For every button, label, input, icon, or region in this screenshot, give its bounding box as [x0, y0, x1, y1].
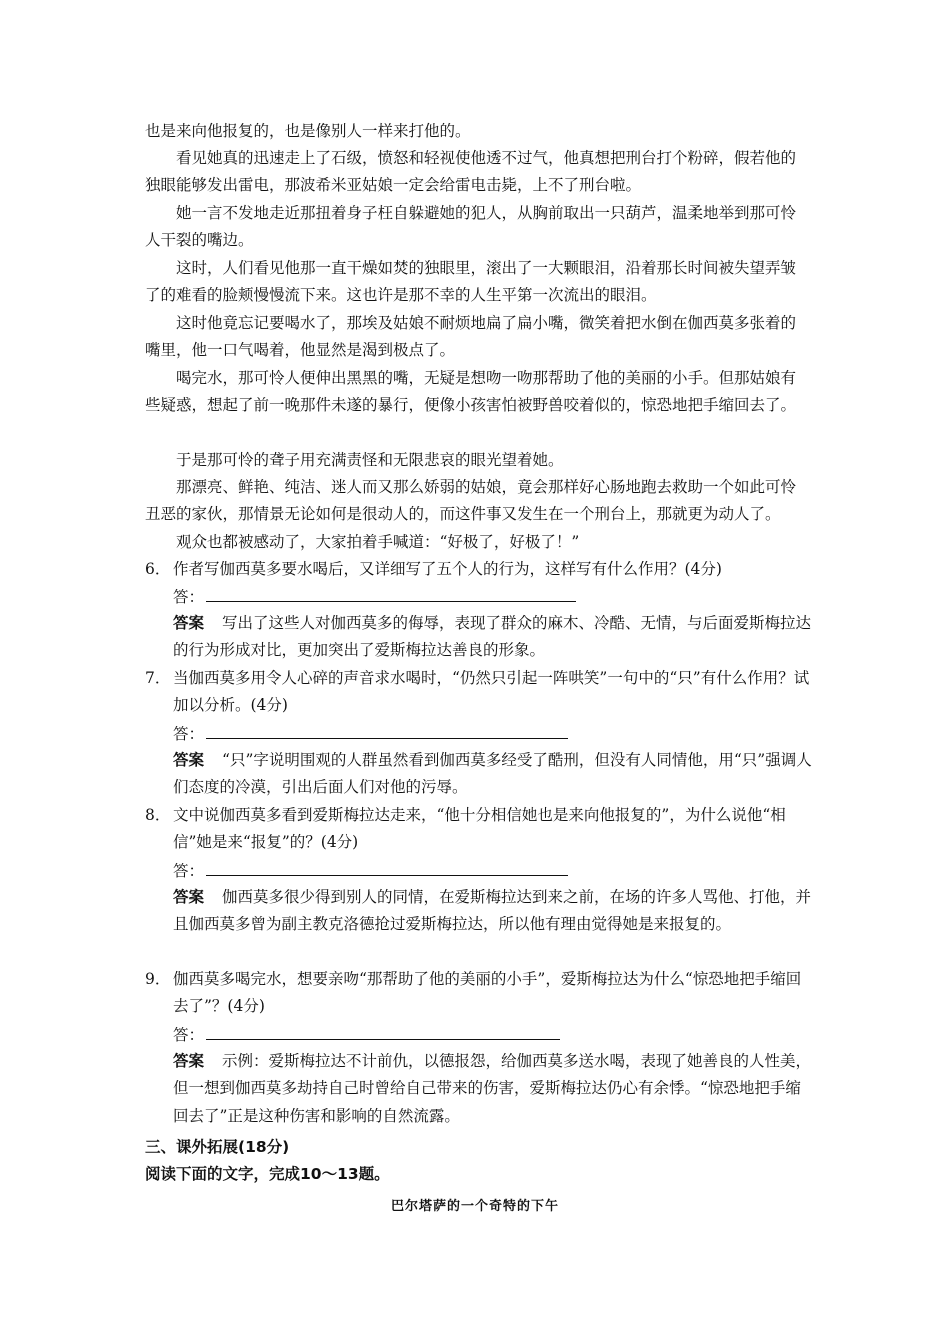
- question-number: 9．: [145, 970, 171, 988]
- answer-key-text: “只”字说明围观的人群虽然看到伽西莫多经受了酷刑，但没有人同情他，用“只”强调人们态度的冷漠，引出后面人们对他的污辱。: [173, 751, 812, 797]
- question-text: 伽西莫多喝完水，想要亲吻“那帮助了他的美丽的小手”，爱斯梅拉达为什么“惊恐地把手缩回去了”？(4分): [173, 970, 802, 1016]
- answer-prompt: 答：: [173, 588, 205, 606]
- story-paragraph-1: 看见她真的迅速走上了石级，愤怒和轻视使他透不过气，他真想把刑台打个粉碎，假若他的独眼能够发出雷电，那波希米亚姑娘一定会给雷电击毙，上不了刑台啦。: [145, 149, 797, 195]
- answer-line-7[interactable]: [173, 720, 568, 748]
- story-paragraph-5: 喝完水，那可怜人便伸出黑黑的嘴，无疑是想吻一吻那帮助了他的美丽的小手。但那姑娘有些疑惑，想起了前一晚那件未遂的暴行，便像小孩害怕被野兽咬着似的，惊恐地把手缩回去了。: [145, 369, 797, 415]
- answer-line-9[interactable]: [173, 1021, 560, 1049]
- answer-blank[interactable]: [206, 1021, 560, 1040]
- answer-key-label: 答案: [173, 888, 205, 906]
- story-paragraph-2: 她一言不发地走近那扭着身子枉自躲避她的犯人，从胸前取出一只葫芦，温柔地举到那可怜人干裂的嘴边。: [145, 204, 797, 250]
- answer-key-7: [173, 747, 813, 802]
- answer-key-label: 答案: [173, 614, 205, 632]
- question-number: 7．: [145, 669, 171, 687]
- answer-prompt: 答：: [173, 1026, 205, 1044]
- question-text: 作者写伽西莫多要水喝后，又详细写了五个人的行为，这样写有什么作用？(4分): [173, 560, 722, 578]
- story-paragraph-0: 也是来向他报复的，也是像别人一样来打他的。: [145, 122, 471, 140]
- story-paragraph-4: 这时他竟忘记要喝水了，那埃及姑娘不耐烦地扁了扁小嘴，微笑着把水倒在伽西莫多张着的嘴里，他一口气喝着，他显然是渴到极点了。: [145, 314, 797, 360]
- answer-prompt: 答：: [173, 725, 205, 743]
- section-instruction: 阅读下面的文字，完成10～13题。: [145, 1165, 390, 1183]
- question-6: [145, 556, 813, 583]
- question-7: [145, 665, 813, 720]
- answer-key-label: 答案: [173, 1052, 205, 1070]
- story-paragraph-6: 于是那可怜的聋子用充满责怪和无限悲哀的眼光望着她。: [176, 451, 564, 469]
- answer-key-8: [173, 884, 813, 939]
- question-text: 文中说伽西莫多看到爱斯梅拉达走来，“他十分相信她也是来向他报复的”，为什么说他“相信”她是来“报复”的？(4分): [173, 806, 786, 852]
- question-8: [145, 802, 813, 857]
- answer-key-text: 伽西莫多很少得到别人的同情，在爱斯梅拉达到来之前，在场的许多人骂他、打他，并且伽西莫多曾为副主教克洛德抢过爱斯梅拉达，所以他有理由觉得她是来报复的。: [173, 888, 812, 934]
- answer-key-label: 答案: [173, 751, 205, 769]
- answer-key-6: [173, 610, 813, 665]
- answer-line-6[interactable]: [173, 583, 576, 611]
- story-paragraph-8: 观众也都被感动了，大家拍着手喊道：“好极了，好极了！”: [176, 533, 580, 551]
- answer-key-9: [173, 1048, 813, 1130]
- answer-prompt: 答：: [173, 862, 205, 880]
- answer-blank[interactable]: [206, 583, 576, 602]
- section-heading: 三、课外拓展(18分): [145, 1138, 290, 1156]
- article-title: 巴尔塔萨的一个奇特的下午: [390, 1199, 559, 1214]
- question-9: [145, 966, 813, 1021]
- question-number: 6．: [145, 560, 171, 578]
- answer-blank[interactable]: [206, 720, 568, 739]
- answer-blank[interactable]: [206, 857, 568, 876]
- question-number: 8．: [145, 806, 171, 824]
- question-text: 当伽西莫多用令人心碎的声音求水喝时，“仍然只引起一阵哄笑”一句中的“只”有什么作用？试加以分析。(4分): [173, 669, 810, 715]
- story-paragraph-3: 这时，人们看见他那一直干燥如焚的独眼里，滚出了一大颗眼泪，沿着那长时间被失望弄皱了的难看的脸颊慢慢流下来。这也许是那不幸的人生平第一次流出的眼泪。: [145, 259, 797, 305]
- answer-line-8[interactable]: [173, 857, 568, 885]
- story-paragraph-7: 那漂亮、鲜艳、纯洁、迷人而又那么娇弱的姑娘，竟会那样好心肠地跑去救助一个如此可怜丑恶的家伙，那情景无论如何是很动人的，而这件事又发生在一个刑台上，那就更为动人了。: [145, 478, 797, 524]
- answer-key-text: 写出了这些人对伽西莫多的侮辱，表现了群众的麻木、冷酷、无情，与后面爱斯梅拉达的行为形成对比，更加突出了爱斯梅拉达善良的形象。: [173, 614, 812, 660]
- answer-key-text: 示例：爱斯梅拉达不计前仇，以德报怨，给伽西莫多送水喝，表现了她善良的人性美，但一想到伽西莫多劫持自己时曾给自己带来的伤害，爱斯梅拉达仍心有余悸。“惊恐地把手缩回去了”正是这种伤害和影响的自然流露。: [173, 1052, 812, 1125]
